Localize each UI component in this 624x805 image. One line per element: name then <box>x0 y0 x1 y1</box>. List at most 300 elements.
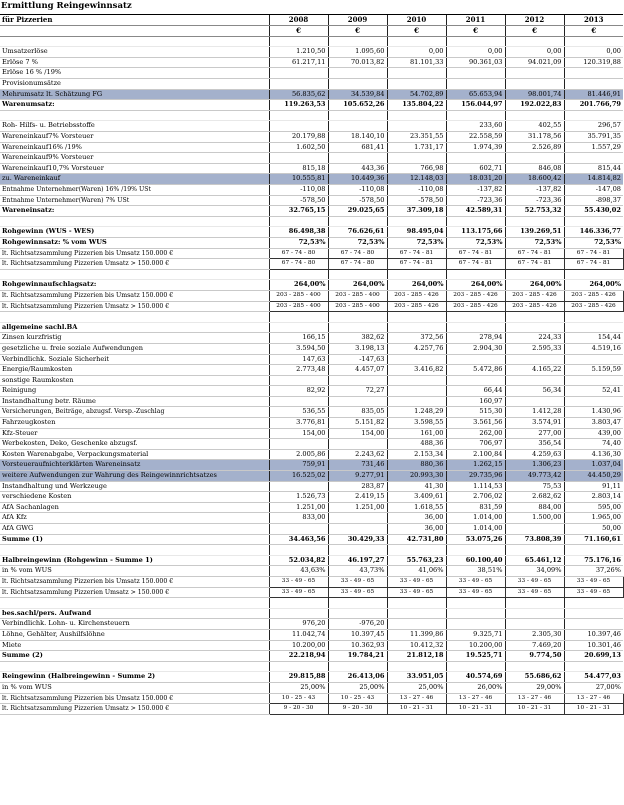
value-cell: 30.429,33 <box>328 534 387 545</box>
row-label: lt. Richtsatzsammlung Pizzerien Umsatz > 150.000 € <box>0 704 269 715</box>
value-cell: 602,71 <box>446 163 505 174</box>
value-cell: -110,08 <box>387 185 446 196</box>
value-cell: 46.197,27 <box>328 555 387 566</box>
value-cell: 67 - 74 - 81 <box>387 248 446 259</box>
value-cell <box>328 439 387 450</box>
value-cell <box>328 608 387 619</box>
row-label: Werbekosten, Deko, Geschenke abzugsf. <box>0 439 269 450</box>
value-cell: 2012 <box>505 15 564 26</box>
value-cell: 20.179,88 <box>269 132 328 143</box>
row-label: weitere Aufwendungen zur Wahrung des Reingewinnrichtsatzes <box>0 471 269 482</box>
row-label: Halbreingewinn (Rohgewinn - Summe 1) <box>0 555 269 566</box>
row-label: Summe (2) <box>0 651 269 662</box>
value-cell <box>505 269 564 280</box>
header-row <box>0 15 623 26</box>
value-cell: 3.574,91 <box>505 418 564 429</box>
value-cell <box>269 375 328 386</box>
row-label: lt. Richtsatzsammlung Pizzerien bis Umsatz 150.000 € <box>0 248 269 259</box>
value-cell: 1.306,23 <box>505 460 564 471</box>
row-label: in % vom WUS <box>0 682 269 693</box>
value-cell <box>328 269 387 280</box>
value-cell: 65.461,12 <box>505 555 564 566</box>
row-label: lt. Richtsatzsammlung Pizzerien Umsatz > 150.000 € <box>0 259 269 270</box>
value-cell: 20.699,13 <box>564 651 623 662</box>
value-cell <box>446 153 505 164</box>
table-row <box>0 333 623 344</box>
value-cell <box>446 36 505 47</box>
table-row <box>0 110 623 121</box>
value-cell <box>387 386 446 397</box>
value-cell <box>505 375 564 386</box>
value-cell: -110,08 <box>328 185 387 196</box>
value-cell: 33 - 49 - 65 <box>446 576 505 587</box>
value-cell: 10 - 25 - 43 <box>328 693 387 704</box>
sheet-title: Ermittlung Reingewinnsatz <box>1 1 132 11</box>
table-row <box>0 174 623 185</box>
value-cell: 14.814,82 <box>564 174 623 185</box>
value-cell: 38,51% <box>446 566 505 577</box>
value-cell <box>328 153 387 164</box>
row-label: Umsatzerlöse <box>0 47 269 58</box>
value-cell: -578,50 <box>387 195 446 206</box>
table-row <box>0 227 623 238</box>
value-cell: 16.525,02 <box>269 471 328 482</box>
value-cell: 33 - 49 - 65 <box>269 587 328 598</box>
value-cell: 4.519,16 <box>564 343 623 354</box>
value-cell <box>564 375 623 386</box>
row-label: Erlöse 16 % /19% <box>0 68 269 79</box>
value-cell: 7.469,20 <box>505 640 564 651</box>
value-cell: 19.525,71 <box>446 651 505 662</box>
value-cell: 264,00% <box>446 280 505 291</box>
value-cell <box>564 545 623 556</box>
value-cell <box>505 608 564 619</box>
value-cell <box>505 396 564 407</box>
value-cell: 2.243,62 <box>328 449 387 460</box>
row-label <box>0 216 269 227</box>
value-cell: 815,18 <box>269 163 328 174</box>
value-cell: 50,00 <box>564 524 623 535</box>
value-cell: 4.457,07 <box>328 365 387 376</box>
value-cell: 40.574,69 <box>446 672 505 683</box>
value-cell: 18.140,10 <box>328 132 387 143</box>
row-label: Wareneinkauf9% Vorsteuer <box>0 153 269 164</box>
value-cell <box>564 608 623 619</box>
value-cell: 1.500,00 <box>505 513 564 524</box>
table-row <box>0 195 623 206</box>
value-cell: 831,59 <box>446 502 505 513</box>
value-cell <box>387 110 446 121</box>
value-cell: 846,08 <box>505 163 564 174</box>
value-cell: 203 - 285 - 426 <box>564 290 623 301</box>
value-cell: 33 - 49 - 65 <box>387 587 446 598</box>
row-label <box>0 110 269 121</box>
value-cell: 154,00 <box>328 428 387 439</box>
value-cell <box>446 545 505 556</box>
value-cell: 113.175,66 <box>446 227 505 238</box>
row-label: Entnahme Unternehmer(Waren) 16% /19% USt <box>0 185 269 196</box>
value-cell: 1.412,28 <box>505 407 564 418</box>
value-cell: 33 - 49 - 65 <box>564 587 623 598</box>
value-cell: 1.602,50 <box>269 142 328 153</box>
value-cell: 29.815,88 <box>269 672 328 683</box>
value-cell <box>564 598 623 609</box>
table-row <box>0 79 623 90</box>
value-cell <box>446 269 505 280</box>
value-cell: 439,00 <box>564 428 623 439</box>
value-cell <box>328 36 387 47</box>
value-cell <box>328 68 387 79</box>
value-cell: 0,00 <box>446 47 505 58</box>
value-cell <box>505 598 564 609</box>
value-cell: 3.409,61 <box>387 492 446 503</box>
value-cell: 49.773,42 <box>505 471 564 482</box>
value-cell: 880,36 <box>387 460 446 471</box>
value-cell: 2.706,02 <box>446 492 505 503</box>
value-cell: 44.450,29 <box>564 471 623 482</box>
value-cell <box>446 661 505 672</box>
table-row <box>0 185 623 196</box>
value-cell: 67 - 74 - 81 <box>564 259 623 270</box>
value-cell: -898,37 <box>564 195 623 206</box>
table-row <box>0 280 623 291</box>
value-cell: -147,63 <box>328 354 387 365</box>
value-cell <box>446 79 505 90</box>
value-cell: 119.263,53 <box>269 100 328 111</box>
table-row <box>0 343 623 354</box>
value-cell: 105.652,26 <box>328 100 387 111</box>
row-label: lt. Richtsatzsammlung Pizzerien bis Umsatz 150.000 € <box>0 576 269 587</box>
table-row <box>0 407 623 418</box>
value-cell: € <box>328 26 387 37</box>
value-cell: 2009 <box>328 15 387 26</box>
value-cell: 31.178,56 <box>505 132 564 143</box>
value-cell <box>564 322 623 333</box>
value-cell: 25,00% <box>387 682 446 693</box>
value-cell: 2008 <box>269 15 328 26</box>
value-cell <box>564 396 623 407</box>
value-cell: 154,00 <box>269 428 328 439</box>
value-cell <box>387 619 446 630</box>
value-cell: 22.218,94 <box>269 651 328 662</box>
value-cell: 42.589,31 <box>446 206 505 217</box>
table-row <box>0 386 623 397</box>
value-cell <box>564 36 623 47</box>
value-cell <box>564 619 623 630</box>
value-cell: 10.555,81 <box>269 174 328 185</box>
value-cell: 20.993,30 <box>387 471 446 482</box>
value-cell <box>328 121 387 132</box>
value-cell <box>269 36 328 47</box>
row-label: Wareneinkauf10,7% Vorsteuer <box>0 163 269 174</box>
value-cell <box>446 216 505 227</box>
value-cell: 22.558,59 <box>446 132 505 143</box>
table-row <box>0 396 623 407</box>
value-cell: 2010 <box>387 15 446 26</box>
value-cell: 203 - 285 - 426 <box>446 301 505 312</box>
value-cell: 766,98 <box>387 163 446 174</box>
table-row <box>0 269 623 280</box>
row-label: Verbindlichk. Lohn- u. Kirchensteuern <box>0 619 269 630</box>
table-row <box>0 312 623 323</box>
value-cell: 34.539,84 <box>328 89 387 100</box>
value-cell <box>387 608 446 619</box>
value-cell: 29.735,96 <box>446 471 505 482</box>
table-row <box>0 555 623 566</box>
value-cell: 9.277,91 <box>328 471 387 482</box>
value-cell: 37.309,18 <box>387 206 446 217</box>
value-cell: 10 - 25 - 43 <box>269 693 328 704</box>
table-row <box>0 629 623 640</box>
value-cell: 402,55 <box>505 121 564 132</box>
value-cell: 1.618,55 <box>387 502 446 513</box>
row-label: Rohgewinn (WUS - WES) <box>0 227 269 238</box>
row-label: Kosten Warenabgabe, Verpackungsmaterial <box>0 449 269 460</box>
value-cell: 264,00% <box>505 280 564 291</box>
value-cell: 33.951,05 <box>387 672 446 683</box>
table-row <box>0 661 623 672</box>
value-cell <box>269 598 328 609</box>
value-cell: 67 - 74 - 81 <box>564 248 623 259</box>
value-cell: 2.803,14 <box>564 492 623 503</box>
value-cell: 67 - 74 - 81 <box>387 259 446 270</box>
value-cell: 203 - 285 - 400 <box>328 301 387 312</box>
value-cell <box>269 481 328 492</box>
value-cell <box>269 216 328 227</box>
value-cell: 18.600,42 <box>505 174 564 185</box>
table-row <box>0 259 623 270</box>
value-cell: 681,41 <box>328 142 387 153</box>
value-cell: 3.561,56 <box>446 418 505 429</box>
value-cell: 10.397,45 <box>328 629 387 640</box>
value-cell: 488,36 <box>387 439 446 450</box>
row-label: Reinigung <box>0 386 269 397</box>
value-cell: 33 - 49 - 65 <box>269 576 328 587</box>
value-cell: 1.037,04 <box>564 460 623 471</box>
value-cell: € <box>505 26 564 37</box>
value-cell <box>387 312 446 323</box>
value-cell: 10.200,00 <box>269 640 328 651</box>
table-row <box>0 682 623 693</box>
table-row <box>0 132 623 143</box>
value-cell: 5.151,82 <box>328 418 387 429</box>
value-cell: 91,11 <box>564 481 623 492</box>
value-cell: 74,40 <box>564 439 623 450</box>
value-cell: 1.974,39 <box>446 142 505 153</box>
value-cell: 56.835,62 <box>269 89 328 100</box>
table-row <box>0 524 623 535</box>
row-label <box>0 36 269 47</box>
value-cell <box>387 322 446 333</box>
value-cell: 277,00 <box>505 428 564 439</box>
table-row <box>0 216 623 227</box>
row-label: Wareneinkauf16% /19% <box>0 142 269 153</box>
value-cell: 55.430,02 <box>564 206 623 217</box>
value-cell: 154,44 <box>564 333 623 344</box>
value-cell: 76.626,61 <box>328 227 387 238</box>
value-cell: 72,27 <box>328 386 387 397</box>
value-cell: 3.598,55 <box>387 418 446 429</box>
row-label: für Pizzerien <box>0 15 269 26</box>
value-cell: 53.075,26 <box>446 534 505 545</box>
value-cell: 2011 <box>446 15 505 26</box>
value-cell <box>328 598 387 609</box>
value-cell <box>269 396 328 407</box>
value-cell: 10 - 21 - 31 <box>387 704 446 715</box>
value-cell: 264,00% <box>564 280 623 291</box>
row-label: Zinsen kurzfristig <box>0 333 269 344</box>
value-cell <box>328 216 387 227</box>
value-cell: 2.005,86 <box>269 449 328 460</box>
value-cell: 13 - 27 - 46 <box>446 693 505 704</box>
value-cell <box>446 608 505 619</box>
value-cell: 42.731,80 <box>387 534 446 545</box>
value-cell <box>328 110 387 121</box>
value-cell <box>505 110 564 121</box>
value-cell: 2.904,30 <box>446 343 505 354</box>
table-row <box>0 418 623 429</box>
table-row <box>0 513 623 524</box>
table-row <box>0 449 623 460</box>
table-row <box>0 163 623 174</box>
table-row <box>0 89 623 100</box>
row-label: Rohgewinnaufschlagsatz: <box>0 280 269 291</box>
value-cell: 10 - 21 - 31 <box>505 704 564 715</box>
value-cell: 536,55 <box>269 407 328 418</box>
value-cell: 9 - 20 - 30 <box>328 704 387 715</box>
value-cell: -147,08 <box>564 185 623 196</box>
value-cell: 706,97 <box>446 439 505 450</box>
value-cell: 34.463,56 <box>269 534 328 545</box>
value-cell: -578,50 <box>328 195 387 206</box>
value-cell: € <box>387 26 446 37</box>
row-label: AfA Sachanlagen <box>0 502 269 513</box>
value-cell: 43,63% <box>269 566 328 577</box>
value-cell: 1.210,50 <box>269 47 328 58</box>
value-cell: 34,09% <box>505 566 564 577</box>
row-label: Roh- Hilfs- u. Betriebsstoffe <box>0 121 269 132</box>
value-cell <box>269 661 328 672</box>
table-row <box>0 153 623 164</box>
value-cell <box>269 79 328 90</box>
row-label: Kfz-Steuer <box>0 428 269 439</box>
value-cell: 203 - 285 - 426 <box>505 301 564 312</box>
row-label: verschiedene Kosten <box>0 492 269 503</box>
value-cell: 2.305,30 <box>505 629 564 640</box>
value-cell: 833,00 <box>269 513 328 524</box>
value-cell <box>505 354 564 365</box>
value-cell <box>269 312 328 323</box>
value-cell: 13 - 27 - 46 <box>387 693 446 704</box>
table-row <box>0 365 623 376</box>
row-label <box>0 26 269 37</box>
value-cell <box>387 354 446 365</box>
value-cell: 10.200,00 <box>446 640 505 651</box>
value-cell: 73.808,39 <box>505 534 564 545</box>
table-row <box>0 142 623 153</box>
row-label: Warenumsatz: <box>0 100 269 111</box>
row-label: zu. Wareneinkauf <box>0 174 269 185</box>
value-cell <box>328 396 387 407</box>
value-cell <box>505 619 564 630</box>
value-cell: 731,46 <box>328 460 387 471</box>
value-cell: 65.653,94 <box>446 89 505 100</box>
value-cell: 56,34 <box>505 386 564 397</box>
row-label: Vorsteueraufnichterklärten Wareneinsatz <box>0 460 269 471</box>
row-label: Entnahme Unternehmer(Waren) 7% USt <box>0 195 269 206</box>
value-cell: 71.160,61 <box>564 534 623 545</box>
row-label: Rohgewinnsatz: % vom WUS <box>0 237 269 248</box>
value-cell: 67 - 74 - 81 <box>446 248 505 259</box>
table-row <box>0 608 623 619</box>
value-cell: 835,05 <box>328 407 387 418</box>
value-cell: 98.495,04 <box>387 227 446 238</box>
value-cell: 26,00% <box>446 682 505 693</box>
table-row <box>0 651 623 662</box>
value-cell: 23.351,55 <box>387 132 446 143</box>
value-cell <box>328 661 387 672</box>
value-cell <box>387 269 446 280</box>
row-label: AfA Kfz <box>0 513 269 524</box>
value-cell: 5.472,86 <box>446 365 505 376</box>
value-cell <box>505 524 564 535</box>
value-cell: 10.397,46 <box>564 629 623 640</box>
value-cell: 19.784,21 <box>328 651 387 662</box>
value-cell <box>387 375 446 386</box>
value-cell: 815,44 <box>564 163 623 174</box>
value-cell: 2.100,84 <box>446 449 505 460</box>
value-cell: -976,20 <box>328 619 387 630</box>
value-cell <box>328 513 387 524</box>
value-cell: 3.416,82 <box>387 365 446 376</box>
value-cell <box>269 545 328 556</box>
value-cell: 26.413,06 <box>328 672 387 683</box>
value-cell: 70.013,82 <box>328 57 387 68</box>
value-cell: 13 - 27 - 46 <box>505 693 564 704</box>
value-cell: 29,00% <box>505 682 564 693</box>
value-cell: 1.095,60 <box>328 47 387 58</box>
value-cell: 61.217,11 <box>269 57 328 68</box>
value-cell <box>269 269 328 280</box>
value-cell: 9.774,50 <box>505 651 564 662</box>
table-row <box>0 322 623 333</box>
value-cell: 67 - 74 - 81 <box>505 259 564 270</box>
value-cell: 94.021,09 <box>505 57 564 68</box>
value-cell: 203 - 285 - 400 <box>269 301 328 312</box>
table-row <box>0 248 623 259</box>
value-cell: € <box>564 26 623 37</box>
row-label: Mehrumsatz lt. Schätzung FG <box>0 89 269 100</box>
value-cell: 66,44 <box>446 386 505 397</box>
value-cell: 203 - 285 - 426 <box>505 290 564 301</box>
value-cell: 67 - 74 - 80 <box>269 248 328 259</box>
value-cell <box>387 153 446 164</box>
value-cell: 86.498,38 <box>269 227 328 238</box>
table-row <box>0 100 623 111</box>
value-cell: 372,56 <box>387 333 446 344</box>
value-cell: 25,00% <box>269 682 328 693</box>
row-label: Wareneinsatz: <box>0 206 269 217</box>
value-cell: -137,82 <box>505 185 564 196</box>
row-label: AfA GWG <box>0 524 269 535</box>
table-row <box>0 598 623 609</box>
value-cell: 203 - 285 - 400 <box>269 290 328 301</box>
value-cell: 1.430,96 <box>564 407 623 418</box>
value-cell <box>328 79 387 90</box>
table-row <box>0 206 623 217</box>
value-cell <box>505 661 564 672</box>
row-label: Instandhaltung und Werkzeuge <box>0 481 269 492</box>
